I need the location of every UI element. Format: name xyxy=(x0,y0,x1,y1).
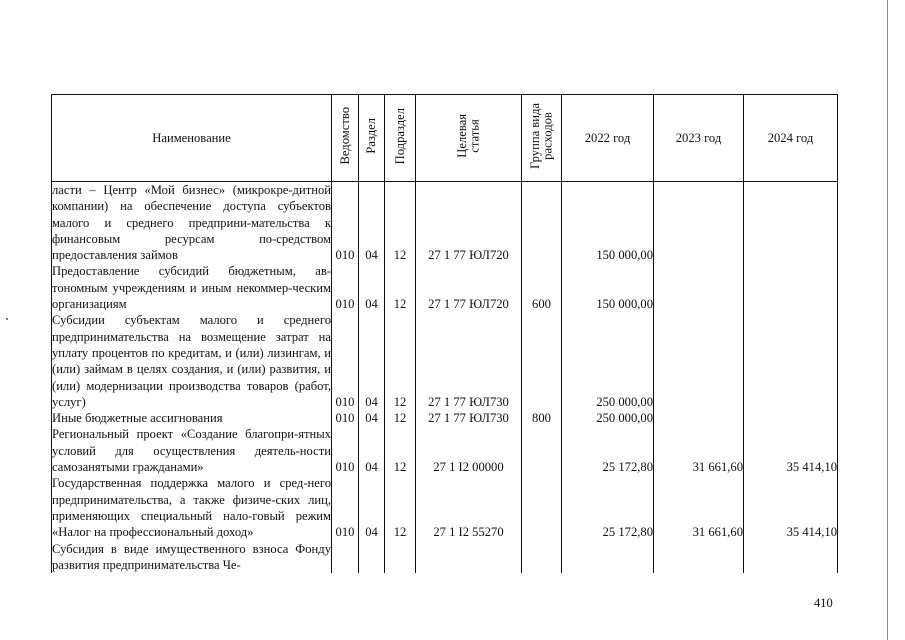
row-vedomstvo: 010 xyxy=(332,182,359,264)
table-header-row xyxy=(52,95,838,182)
row-2022: 250 000,00 xyxy=(562,312,654,410)
table-row xyxy=(52,410,838,426)
row-name: Государственная поддержка малого и сред-него предпринимательства, а также физиче-ских лиц, применяющих специальный нало-говый режим «Налог на профессиональный доход» xyxy=(52,476,331,540)
row-podrazdel: 12 xyxy=(385,263,416,312)
row-2023 xyxy=(654,182,744,264)
scan-mark xyxy=(6,318,8,320)
row-vedomstvo: 010 xyxy=(332,410,359,426)
row-name: Субсидия в виде имущественного взноса Фонду развития предпринимательства Че- xyxy=(52,541,331,572)
row-2023 xyxy=(654,541,744,574)
table-row xyxy=(52,426,838,475)
header-2022: 2022 год xyxy=(562,95,654,182)
row-razdel: 04 xyxy=(359,475,385,540)
row-gruppa: 800 xyxy=(522,410,562,426)
row-2023: 31 661,60 xyxy=(654,426,744,475)
row-2022 xyxy=(562,541,654,574)
row-2023: 31 661,60 xyxy=(654,475,744,540)
row-name: ласти – Центр «Мой бизнес» (микрокре-дитной компании) на обеспечение доступа субъектов малого и среднего предприни-мательства к финансовым ресурсам по-средством предоставления займов xyxy=(52,183,331,263)
row-2024 xyxy=(744,410,838,426)
row-gruppa xyxy=(522,475,562,540)
table-row xyxy=(52,475,838,540)
row-2023 xyxy=(654,263,744,312)
row-2022: 150 000,00 xyxy=(562,182,654,264)
row-celevaya: 27 1 I2 00000 xyxy=(416,426,522,475)
row-2023 xyxy=(654,410,744,426)
row-2024 xyxy=(744,182,838,264)
row-gruppa xyxy=(522,182,562,264)
row-razdel: 04 xyxy=(359,263,385,312)
row-razdel: 04 xyxy=(359,410,385,426)
row-celevaya: 27 1 77 ЮЛ720 xyxy=(416,263,522,312)
row-name: Региональный проект «Создание благопри-ятных условий для осуществления деятель-ности самозанятыми гражданами» xyxy=(52,427,331,475)
row-celevaya xyxy=(416,541,522,574)
row-2023 xyxy=(654,312,744,410)
header-celevaya-statya: Целевая статья xyxy=(416,95,522,182)
header-razdel: Раздел xyxy=(359,95,385,182)
row-vedomstvo: 010 xyxy=(332,312,359,410)
row-2024: 35 414,10 xyxy=(744,475,838,540)
row-podrazdel: 12 xyxy=(385,426,416,475)
row-vedomstvo: 010 xyxy=(332,263,359,312)
table-row xyxy=(52,182,838,264)
row-razdel: 04 xyxy=(359,182,385,264)
row-gruppa xyxy=(522,426,562,475)
row-name: Предоставление субсидий бюджетным, ав-тономным учреждениям и иным некоммер-ческим организациям xyxy=(52,264,331,312)
header-gruppa-vida-rashodov: Группа вида расходов xyxy=(522,95,562,182)
header-2023: 2023 год xyxy=(654,95,744,182)
row-podrazdel: 12 xyxy=(385,410,416,426)
row-razdel xyxy=(359,541,385,574)
table-row xyxy=(52,312,838,410)
table-row xyxy=(52,541,838,574)
header-podrazdel: Подраздел xyxy=(385,95,416,182)
row-vedomstvo: 010 xyxy=(332,475,359,540)
row-2022: 150 000,00 xyxy=(562,263,654,312)
header-vedomstvo: Ведомство xyxy=(332,95,359,182)
header-2024: 2024 год xyxy=(744,95,838,182)
row-podrazdel: 12 xyxy=(385,312,416,410)
row-vedomstvo xyxy=(332,541,359,574)
row-podrazdel xyxy=(385,541,416,574)
row-razdel: 04 xyxy=(359,426,385,475)
row-2022: 25 172,80 xyxy=(562,475,654,540)
row-2024 xyxy=(744,312,838,410)
budget-table xyxy=(51,94,838,573)
page-edge-line xyxy=(887,0,888,640)
row-gruppa: 600 xyxy=(522,263,562,312)
table-row xyxy=(52,263,838,312)
row-vedomstvo: 010 xyxy=(332,426,359,475)
row-name: Иные бюджетные ассигнования xyxy=(52,410,332,426)
row-2022: 25 172,80 xyxy=(562,426,654,475)
page-number: 410 xyxy=(814,596,833,610)
row-gruppa xyxy=(522,312,562,410)
row-razdel: 04 xyxy=(359,312,385,410)
row-2022: 250 000,00 xyxy=(562,410,654,426)
header-name: Наименование xyxy=(52,95,332,182)
row-celevaya: 27 1 77 ЮЛ730 xyxy=(416,312,522,410)
row-podrazdel: 12 xyxy=(385,182,416,264)
row-podrazdel: 12 xyxy=(385,475,416,540)
row-2024 xyxy=(744,263,838,312)
row-celevaya: 27 1 77 ЮЛ720 xyxy=(416,182,522,264)
row-2024: 35 414,10 xyxy=(744,426,838,475)
row-celevaya: 27 1 I2 55270 xyxy=(416,475,522,540)
row-celevaya: 27 1 77 ЮЛ730 xyxy=(416,410,522,426)
row-name: Субсидии субъектам малого и среднего предпринимательства на возмещение затрат на уплату процентов по кредитам, и (или) лизингам, и (или) займам в целях создания, и (или) развития, и (или) модернизации производства товаров (работ, услуг) xyxy=(52,313,331,409)
row-gruppa xyxy=(522,541,562,574)
row-2024 xyxy=(744,541,838,574)
